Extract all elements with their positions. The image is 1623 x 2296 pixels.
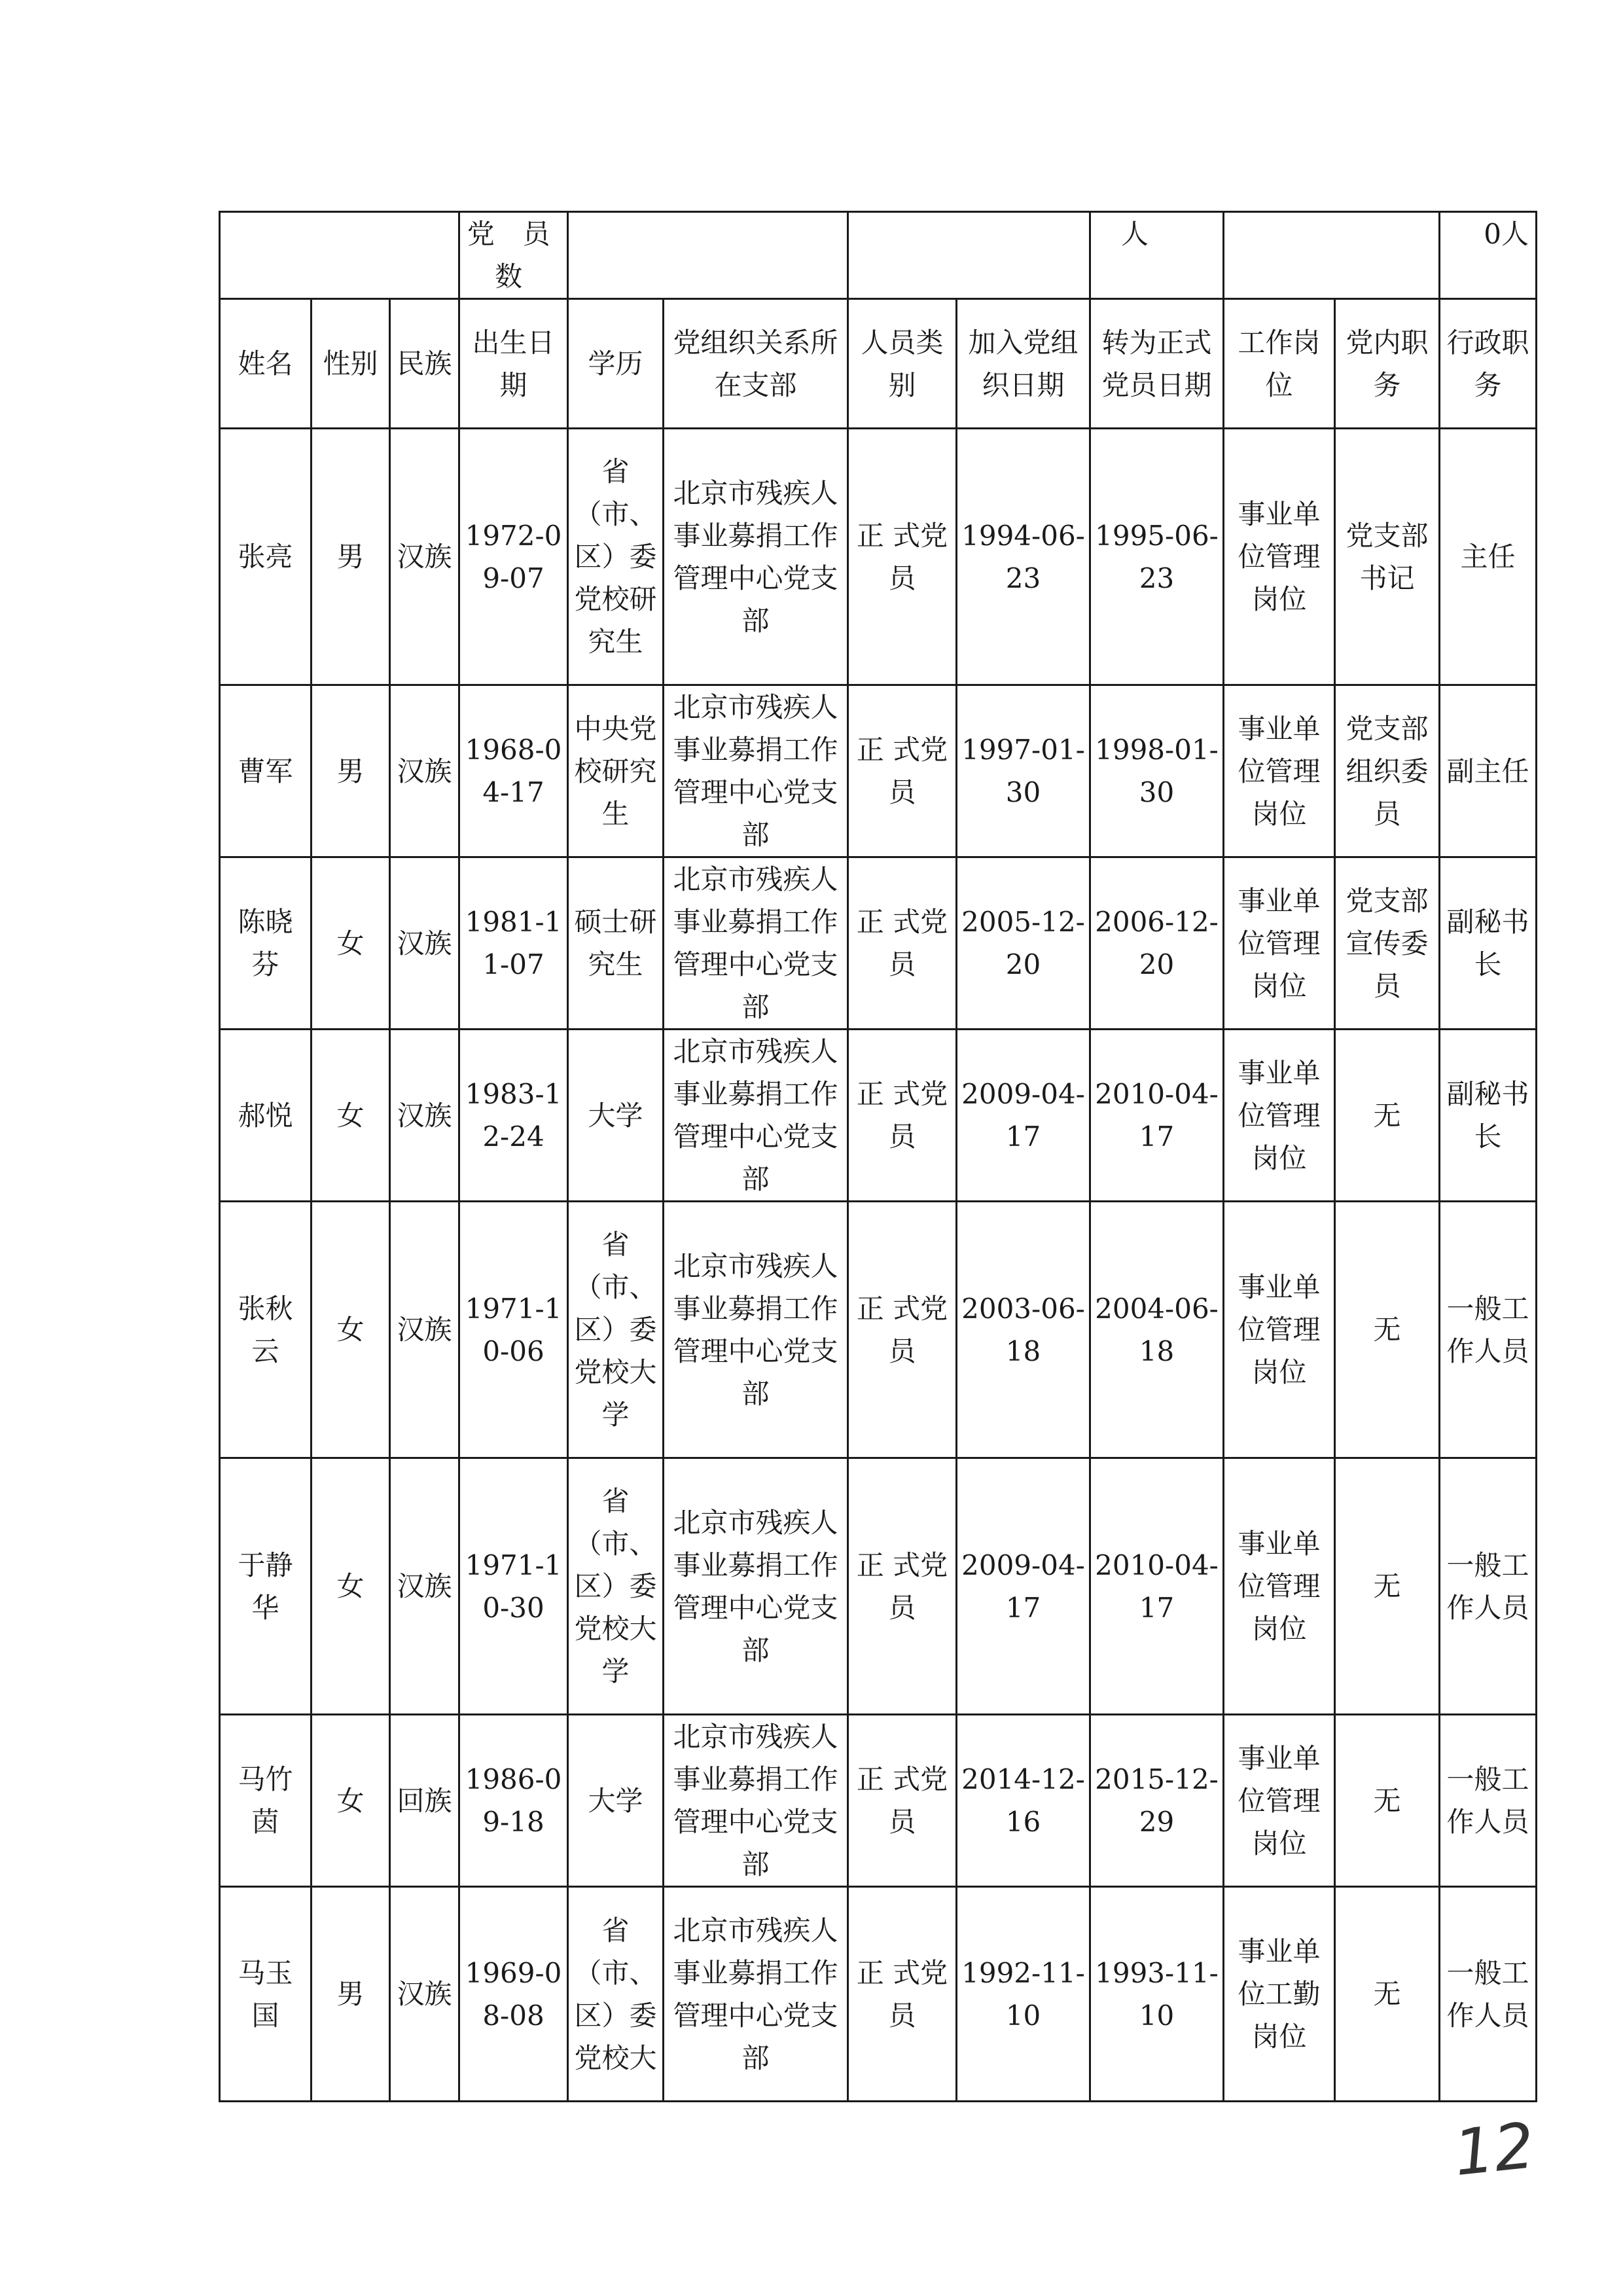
cell-party-role bbox=[1335, 1202, 1440, 1458]
cell-text: 党支部宣传委员 bbox=[1346, 884, 1429, 1002]
cell-party-role bbox=[1335, 1458, 1440, 1715]
cell-full-date bbox=[1090, 685, 1224, 857]
cell-text: 汉族 bbox=[397, 1314, 452, 1346]
cell-text: 硕士研究生 bbox=[574, 906, 657, 980]
cell-name bbox=[220, 1715, 312, 1887]
cell-branch bbox=[664, 429, 848, 685]
cell-birth bbox=[459, 1887, 568, 2102]
cell-position bbox=[1224, 1887, 1335, 2102]
cell-gender bbox=[312, 685, 390, 857]
cell-ethnicity bbox=[390, 429, 459, 685]
cell-branch bbox=[664, 1715, 848, 1887]
header-party-role: 党内职务 bbox=[1335, 299, 1440, 429]
cell-text: 2004-06-18 bbox=[1095, 1292, 1219, 1367]
table-row bbox=[220, 1715, 1537, 1887]
cell-join-date bbox=[957, 1887, 1090, 2102]
cell-text: 2010-04-17 bbox=[1095, 1078, 1219, 1153]
summary-blank-cell bbox=[848, 212, 1090, 299]
cell-full-date bbox=[1090, 857, 1224, 1030]
cell-text: 无 bbox=[1373, 1784, 1401, 1817]
cell-text: 1983-12-24 bbox=[465, 1078, 562, 1153]
cell-ethnicity bbox=[390, 1030, 459, 1202]
cell-text: 主任 bbox=[1460, 541, 1516, 573]
cell-full-date bbox=[1090, 1887, 1224, 2102]
cell-position bbox=[1224, 685, 1335, 857]
cell-branch bbox=[664, 1458, 848, 1715]
cell-name bbox=[220, 1030, 312, 1202]
cell-text: 北京市残疾人事业募捐工作管理中心党支部 bbox=[673, 1249, 838, 1410]
cell-full-date bbox=[1090, 1202, 1224, 1458]
cell-text: 事业单位管理岗位 bbox=[1238, 1271, 1321, 1388]
cell-gender bbox=[312, 1715, 390, 1887]
cell-category bbox=[848, 685, 957, 857]
person-unit-cell: 人 bbox=[1090, 212, 1224, 299]
summary-blank-cell bbox=[1224, 212, 1440, 299]
header-full-date: 转为正式党员日期 bbox=[1090, 299, 1224, 429]
cell-join-date bbox=[957, 857, 1090, 1030]
cell-category bbox=[848, 857, 957, 1030]
cell-education bbox=[568, 1715, 664, 1887]
cell-birth bbox=[459, 429, 568, 685]
header-admin-role: 行政职务 bbox=[1440, 299, 1537, 429]
cell-text: 副主任 bbox=[1446, 755, 1529, 787]
cell-text: 正 式党员 bbox=[856, 906, 948, 980]
cell-text: 正 式党员 bbox=[856, 1549, 948, 1624]
cell-admin-role bbox=[1440, 1715, 1537, 1887]
cell-text: 正 式党员 bbox=[856, 1956, 948, 2032]
cell-full-date bbox=[1090, 1715, 1224, 1887]
cell-text: 事业单位管理岗位 bbox=[1238, 712, 1321, 830]
cell-join-date bbox=[957, 1458, 1090, 1715]
cell-text: 北京市残疾人事业募捐工作管理中心党支部 bbox=[673, 863, 838, 1023]
cell-party-role bbox=[1335, 857, 1440, 1030]
cell-text: 2010-04-17 bbox=[1095, 1549, 1219, 1624]
cell-name bbox=[220, 685, 312, 857]
cell-text: 省（市、区）委党校大学 bbox=[574, 1485, 657, 1687]
cell-category bbox=[848, 1715, 957, 1887]
cell-ethnicity bbox=[390, 685, 459, 857]
cell-text: 无 bbox=[1373, 1570, 1401, 1602]
cell-join-date bbox=[957, 685, 1090, 857]
table-row bbox=[220, 1887, 1537, 2102]
cell-text: 女 bbox=[336, 1784, 365, 1817]
cell-text: 北京市残疾人事业募捐工作管理中心党支部 bbox=[673, 1035, 838, 1195]
cell-category bbox=[848, 1202, 957, 1458]
cell-join-date bbox=[957, 1715, 1090, 1887]
cell-party-role bbox=[1335, 1030, 1440, 1202]
summary-blank-cell bbox=[568, 212, 848, 299]
cell-text: 女 bbox=[336, 927, 365, 960]
cell-birth bbox=[459, 1715, 568, 1887]
cell-party-role bbox=[1335, 685, 1440, 857]
cell-category bbox=[848, 1458, 957, 1715]
header-education: 学历 bbox=[568, 299, 664, 429]
cell-join-date bbox=[957, 1030, 1090, 1202]
cell-category bbox=[848, 1030, 957, 1202]
cell-text: 无 bbox=[1373, 1314, 1401, 1346]
cell-text: 党支部书记 bbox=[1346, 519, 1429, 594]
cell-position bbox=[1224, 1715, 1335, 1887]
cell-name bbox=[220, 1458, 312, 1715]
table-row bbox=[220, 1030, 1537, 1202]
cell-admin-role bbox=[1440, 1458, 1537, 1715]
cell-position bbox=[1224, 857, 1335, 1030]
cell-text: 北京市残疾人事业募捐工作管理中心党支部 bbox=[673, 1721, 838, 1880]
cell-birth bbox=[459, 1030, 568, 1202]
cell-admin-role bbox=[1440, 1030, 1537, 1202]
cell-text: 男 bbox=[336, 1978, 365, 2010]
cell-text: 省（市、区）委党校大学 bbox=[574, 1229, 657, 1431]
summary-row bbox=[220, 212, 1537, 299]
cell-text: 北京市残疾人事业募捐工作管理中心党支部 bbox=[673, 476, 838, 637]
cell-text: 男 bbox=[336, 755, 365, 787]
cell-text: 一般工作人员 bbox=[1446, 1292, 1529, 1367]
cell-party-role bbox=[1335, 429, 1440, 685]
header-branch: 党组织关系所在支部 bbox=[664, 299, 848, 429]
cell-text: 大学 bbox=[588, 1099, 643, 1132]
cell-text: 于静华 bbox=[238, 1549, 293, 1624]
cell-gender bbox=[312, 1887, 390, 2102]
cell-text: 正 式党员 bbox=[856, 1763, 948, 1838]
cell-text: 曹军 bbox=[238, 755, 293, 787]
cell-text: 女 bbox=[336, 1314, 365, 1346]
cell-text: 无 bbox=[1373, 1099, 1401, 1132]
cell-branch bbox=[664, 857, 848, 1030]
header-birth: 出生日期 bbox=[459, 299, 568, 429]
cell-text: 北京市残疾人事业募捐工作管理中心党支部 bbox=[673, 1506, 838, 1666]
table-row bbox=[220, 1202, 1537, 1458]
cell-admin-role bbox=[1440, 1887, 1537, 2102]
cell-gender bbox=[312, 857, 390, 1030]
cell-text: 2009-04-17 bbox=[961, 1549, 1085, 1624]
cell-gender bbox=[312, 1202, 390, 1458]
cell-position bbox=[1224, 1458, 1335, 1715]
cell-education bbox=[568, 1202, 664, 1458]
cell-text: 1995-06-23 bbox=[1095, 519, 1219, 594]
cell-category bbox=[848, 429, 957, 685]
cell-text: 无 bbox=[1373, 1978, 1401, 2010]
cell-ethnicity bbox=[390, 857, 459, 1030]
cell-ethnicity bbox=[390, 1458, 459, 1715]
cell-birth bbox=[459, 1458, 568, 1715]
cell-education bbox=[568, 1458, 664, 1715]
cell-text: 副秘书长 bbox=[1446, 1078, 1529, 1153]
cell-text: 1971-10-30 bbox=[465, 1549, 562, 1624]
cell-text: 男 bbox=[336, 541, 365, 573]
cell-birth bbox=[459, 1202, 568, 1458]
table-row bbox=[220, 857, 1537, 1030]
party-member-table bbox=[219, 211, 1537, 2102]
cell-party-role bbox=[1335, 1887, 1440, 2102]
cell-text: 2003-06-18 bbox=[961, 1292, 1085, 1367]
cell-gender bbox=[312, 1458, 390, 1715]
cell-name bbox=[220, 1887, 312, 2102]
cell-text: 1994-06-23 bbox=[961, 519, 1085, 594]
cell-category bbox=[848, 1887, 957, 2102]
cell-text: 马玉国 bbox=[238, 1956, 293, 2032]
cell-text: 汉族 bbox=[397, 541, 452, 573]
cell-text: 女 bbox=[336, 1099, 365, 1132]
cell-text: 北京市残疾人事业募捐工作管理中心党支部 bbox=[673, 691, 838, 851]
cell-gender bbox=[312, 1030, 390, 1202]
cell-ethnicity bbox=[390, 1715, 459, 1887]
cell-admin-role bbox=[1440, 685, 1537, 857]
cell-name bbox=[220, 1202, 312, 1458]
cell-party-role bbox=[1335, 1715, 1440, 1887]
cell-education bbox=[568, 1887, 664, 2102]
cell-text: 正 式党员 bbox=[856, 519, 948, 594]
cell-text: 1997-01-30 bbox=[961, 734, 1085, 808]
cell-branch bbox=[664, 1030, 848, 1202]
header-row bbox=[220, 299, 1537, 429]
cell-text: 正 式党员 bbox=[856, 734, 948, 808]
cell-text: 张亮 bbox=[238, 541, 293, 573]
cell-text: 1986-09-18 bbox=[465, 1763, 562, 1838]
cell-full-date bbox=[1090, 429, 1224, 685]
cell-text: 郝悦 bbox=[238, 1099, 293, 1132]
cell-text: 汉族 bbox=[397, 755, 452, 787]
cell-text: 一般工作人员 bbox=[1446, 1763, 1529, 1838]
header-position: 工作岗位 bbox=[1224, 299, 1335, 429]
cell-education bbox=[568, 857, 664, 1030]
cell-text: 正 式党员 bbox=[856, 1078, 948, 1153]
table-row bbox=[220, 1458, 1537, 1715]
summary-blank-cell bbox=[220, 212, 459, 299]
cell-text: 2005-12-20 bbox=[961, 906, 1085, 980]
cell-text: 省（市、区）委党校大 bbox=[574, 1914, 657, 2074]
cell-text: 2006-12-20 bbox=[1095, 906, 1219, 980]
header-gender: 性别 bbox=[312, 299, 390, 429]
cell-name bbox=[220, 857, 312, 1030]
cell-text: 陈晓芬 bbox=[238, 906, 293, 980]
header-join-date: 加入党组织日期 bbox=[957, 299, 1090, 429]
cell-join-date bbox=[957, 1202, 1090, 1458]
table-row bbox=[220, 685, 1537, 857]
cell-text: 1998-01-30 bbox=[1095, 734, 1219, 808]
cell-branch bbox=[664, 685, 848, 857]
cell-text: 1969-08-08 bbox=[465, 1956, 562, 2032]
cell-text: 事业单位工勤岗位 bbox=[1238, 1935, 1321, 2053]
cell-admin-role bbox=[1440, 1202, 1537, 1458]
cell-text: 正 式党员 bbox=[856, 1292, 948, 1367]
cell-education bbox=[568, 685, 664, 857]
cell-text: 事业单位管理岗位 bbox=[1238, 498, 1321, 615]
cell-text: 马竹茵 bbox=[238, 1763, 293, 1838]
cell-text: 省（市、区）委党校研究生 bbox=[574, 456, 657, 658]
header-name: 姓名 bbox=[220, 299, 312, 429]
cell-text: 张秋云 bbox=[238, 1292, 293, 1367]
cell-admin-role bbox=[1440, 429, 1537, 685]
cell-name bbox=[220, 429, 312, 685]
page-number: 12 bbox=[1450, 2108, 1538, 2191]
cell-text: 1971-10-06 bbox=[465, 1292, 562, 1367]
cell-text: 汉族 bbox=[397, 1570, 452, 1602]
cell-gender bbox=[312, 429, 390, 685]
header-category: 人员类别 bbox=[848, 299, 957, 429]
cell-text: 1981-11-07 bbox=[465, 906, 562, 980]
cell-full-date bbox=[1090, 1458, 1224, 1715]
cell-text: 事业单位管理岗位 bbox=[1238, 1528, 1321, 1645]
cell-position bbox=[1224, 1202, 1335, 1458]
cell-text: 汉族 bbox=[397, 927, 452, 960]
cell-birth bbox=[459, 857, 568, 1030]
cell-text: 中央党校研究生 bbox=[574, 712, 657, 830]
cell-text: 2014-12-16 bbox=[961, 1763, 1085, 1838]
cell-position bbox=[1224, 1030, 1335, 1202]
cell-text: 副秘书长 bbox=[1446, 906, 1529, 980]
cell-text: 事业单位管理岗位 bbox=[1238, 1742, 1321, 1859]
cell-branch bbox=[664, 1202, 848, 1458]
cell-text: 女 bbox=[336, 1570, 365, 1602]
table-row bbox=[220, 429, 1537, 685]
cell-branch bbox=[664, 1887, 848, 2102]
cell-birth bbox=[459, 685, 568, 857]
cell-education bbox=[568, 429, 664, 685]
cell-ethnicity bbox=[390, 1202, 459, 1458]
cell-text: 北京市残疾人事业募捐工作管理中心党支部 bbox=[673, 1914, 838, 2074]
cell-text: 1972-09-07 bbox=[465, 519, 562, 594]
cell-text: 1992-11-10 bbox=[961, 1956, 1085, 2032]
header-ethnicity: 民族 bbox=[390, 299, 459, 429]
cell-text: 汉族 bbox=[397, 1978, 452, 2010]
cell-admin-role bbox=[1440, 857, 1537, 1030]
cell-text: 2009-04-17 bbox=[961, 1078, 1085, 1153]
cell-text: 一般工作人员 bbox=[1446, 1549, 1529, 1624]
zero-count-cell: 0人 bbox=[1440, 212, 1537, 299]
cell-join-date bbox=[957, 429, 1090, 685]
party-count-label: 党 员 数 bbox=[459, 212, 568, 299]
cell-text: 汉族 bbox=[397, 1099, 452, 1132]
cell-text: 大学 bbox=[588, 1784, 643, 1817]
cell-text: 2015-12-29 bbox=[1095, 1763, 1219, 1838]
cell-text: 1993-11-10 bbox=[1095, 1956, 1219, 2032]
cell-text: 事业单位管理岗位 bbox=[1238, 884, 1321, 1002]
cell-text: 党支部组织委员 bbox=[1346, 712, 1429, 830]
cell-education bbox=[568, 1030, 664, 1202]
cell-position bbox=[1224, 429, 1335, 685]
cell-text: 1968-04-17 bbox=[465, 734, 562, 808]
cell-text: 回族 bbox=[397, 1784, 452, 1817]
cell-text: 事业单位管理岗位 bbox=[1238, 1056, 1321, 1174]
cell-ethnicity bbox=[390, 1887, 459, 2102]
cell-text: 一般工作人员 bbox=[1446, 1956, 1529, 2032]
cell-full-date bbox=[1090, 1030, 1224, 1202]
